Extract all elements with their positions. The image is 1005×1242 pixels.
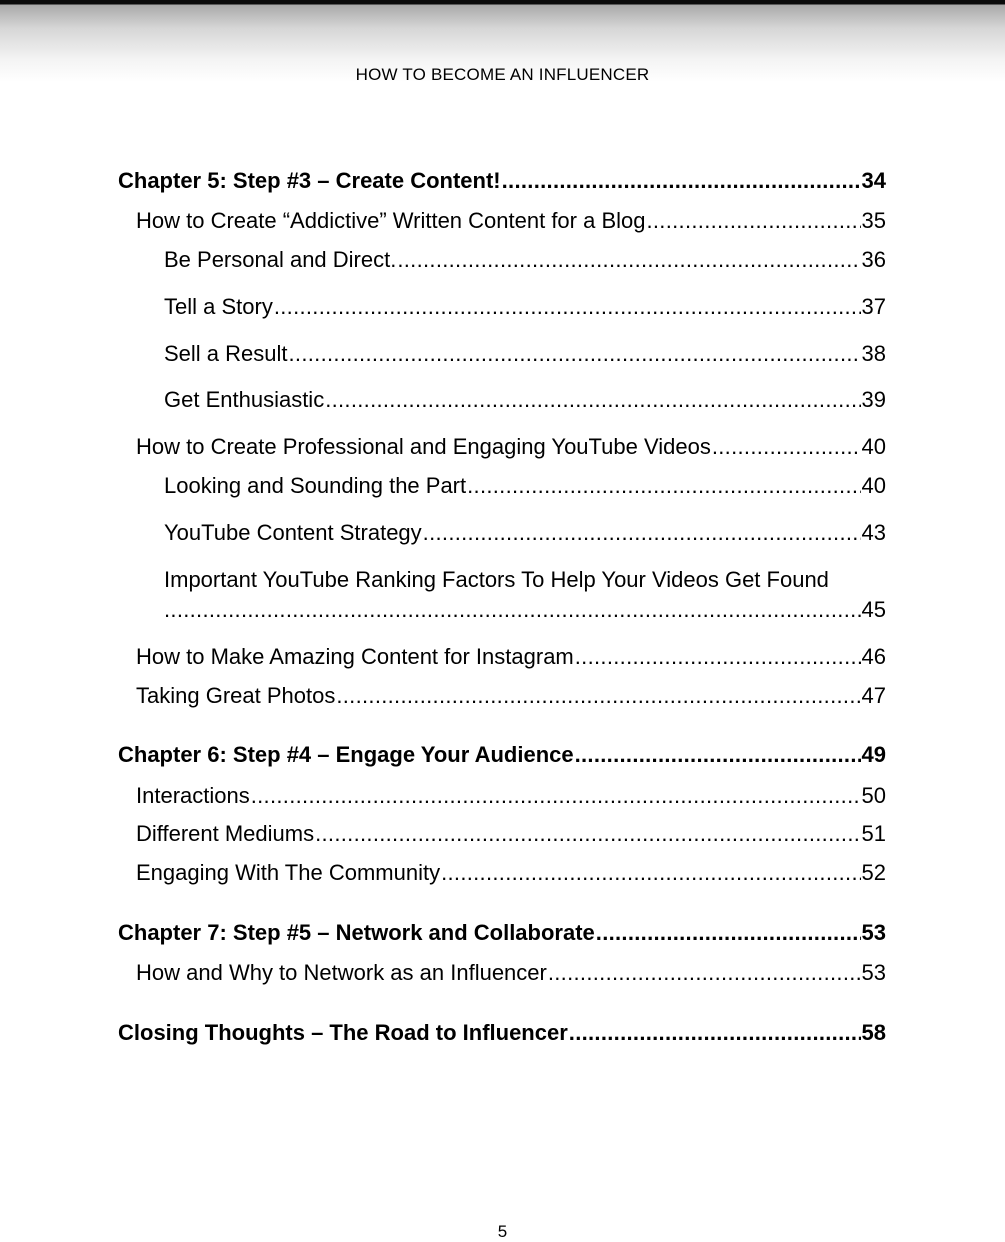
toc-entry-title: Different Mediums (136, 821, 315, 846)
toc-entry-page: 49 (861, 742, 886, 767)
toc-entry-youtube-strategy[interactable] (164, 520, 886, 546)
toc-entry-chapter-6[interactable] (118, 742, 886, 768)
toc-entry-title: Interactions (136, 783, 250, 808)
toc-entry-community[interactable] (136, 860, 886, 886)
toc-entry-title: How to Create Professional and Engaging YouTube Videos (136, 434, 711, 459)
toc-entry-closing-thoughts[interactable] (118, 1020, 886, 1046)
toc-entry-interactions[interactable] (136, 783, 886, 809)
toc-entry-page: 38 (861, 341, 886, 366)
toc-entry-title: Chapter 6: Step #4 – Engage Your Audience (118, 742, 574, 767)
dot-leader (289, 341, 861, 367)
dot-leader (397, 247, 860, 273)
toc-entry-title: How to Make Amazing Content for Instagram (136, 644, 574, 669)
toc-entry-title: Sell a Result (164, 341, 288, 366)
toc-entry-page: 35 (861, 208, 886, 233)
toc-entry-title: Get Enthusiastic (164, 387, 325, 412)
toc-entry-get-enthusiastic[interactable] (164, 387, 886, 413)
dot-leader (315, 821, 860, 847)
page-number: 5 (497, 1222, 508, 1241)
toc-entry-network-why[interactable] (136, 960, 886, 986)
toc-entry-title: Engaging With The Community (136, 860, 441, 885)
toc-entry-title: Be Personal and Direct. (164, 247, 397, 272)
toc-entry-page: 45 (861, 597, 886, 622)
toc-entry-title: Closing Thoughts – The Road to Influencer (118, 1020, 568, 1045)
toc-entry-page: 36 (861, 247, 886, 272)
toc-entry-great-photos[interactable] (136, 683, 886, 709)
dot-leader (575, 742, 861, 768)
toc-entry-leader-line (164, 595, 886, 625)
toc-entry-title: Important YouTube Ranking Factors To Help Your Videos Get Found (164, 567, 829, 592)
toc-entry-title: Looking and Sounding the Part (164, 473, 467, 498)
toc-entry-title: Tell a Story (164, 294, 273, 319)
toc-entry-title: Chapter 5: Step #3 – Create Content! (118, 168, 501, 193)
dot-leader (441, 860, 860, 886)
toc-entry-sell-a-result[interactable] (164, 341, 886, 367)
toc-entry-title: Chapter 7: Step #5 – Network and Collaborate (118, 920, 595, 945)
toc-entry-blog-content[interactable] (136, 208, 886, 234)
dot-leader (251, 783, 861, 809)
toc-entry-instagram[interactable] (136, 644, 886, 670)
dot-leader (575, 644, 861, 670)
dot-leader (164, 595, 861, 625)
dot-leader (423, 520, 861, 546)
toc-entry-tell-a-story[interactable] (164, 294, 886, 320)
toc-entry-title: YouTube Content Strategy (164, 520, 422, 545)
dot-leader (336, 683, 860, 709)
toc-entry-chapter-7[interactable] (118, 920, 886, 946)
toc-entry-page: 53 (861, 960, 886, 985)
dot-leader (569, 1020, 861, 1046)
toc-entry-different-mediums[interactable] (136, 821, 886, 847)
toc-entry-page: 52 (861, 860, 886, 885)
toc-entry-title: Taking Great Photos (136, 683, 336, 708)
toc-entry-chapter-5[interactable] (118, 168, 886, 194)
toc-entry-page: 40 (861, 434, 886, 459)
dot-leader (325, 387, 860, 413)
toc-entry-title: How to Create “Addictive” Written Content for a Blog (136, 208, 646, 233)
toc-entry-page: 40 (861, 473, 886, 498)
dot-leader (548, 960, 861, 986)
toc-entry-page: 47 (861, 683, 886, 708)
toc-entry-page: 39 (861, 387, 886, 412)
toc-entry-page: 51 (861, 821, 886, 846)
toc-entry-page: 58 (861, 1020, 886, 1045)
toc-entry-page: 53 (861, 920, 886, 945)
toc-entry-ranking-factors[interactable] (164, 565, 886, 625)
dot-leader (502, 168, 861, 194)
dot-leader (274, 294, 861, 320)
dot-leader (712, 434, 861, 460)
toc-entry-title: How and Why to Network as an Influencer (136, 960, 547, 985)
dot-leader (646, 208, 860, 234)
toc-entry-page: 46 (861, 644, 886, 669)
toc-entry-page: 37 (861, 294, 886, 319)
toc-entry-page: 43 (861, 520, 886, 545)
toc-entry-page: 34 (861, 168, 886, 193)
dot-leader (467, 473, 860, 499)
dot-leader (596, 920, 861, 946)
toc-entry-page: 50 (861, 783, 886, 808)
running-header: HOW TO BECOME AN INFLUENCER (355, 65, 650, 84)
toc-entry-looking-sounding[interactable] (164, 473, 886, 499)
toc-entry-youtube-videos[interactable] (136, 434, 886, 460)
toc-entry-be-personal[interactable] (164, 247, 886, 273)
